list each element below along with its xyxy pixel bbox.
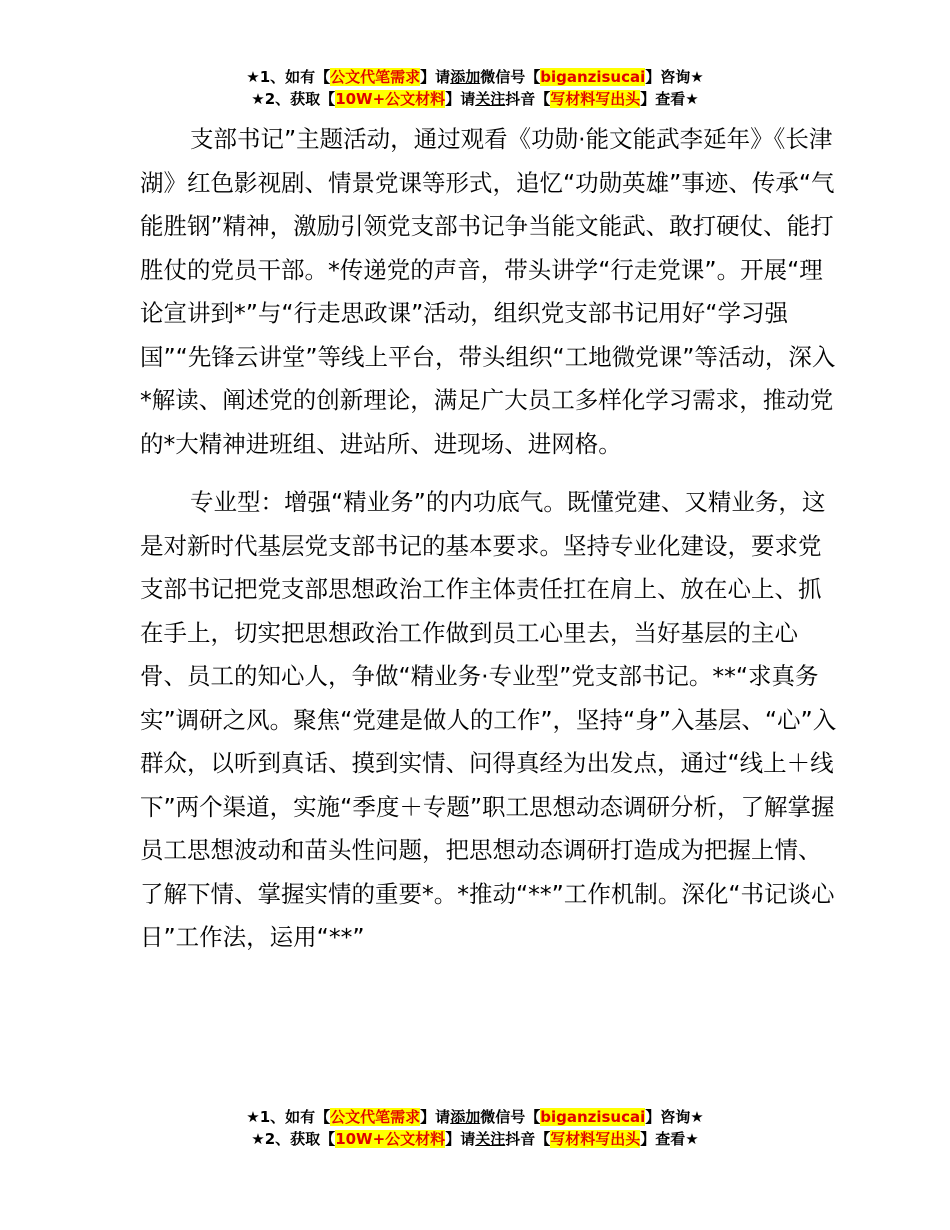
promo-line-2: ★2、获取【10W+公文材料】请关注抖音【写材料写出头】查看★ [251,90,699,108]
top-promo-banner [0,66,950,110]
highlight-douyin-id: 写材料写出头 [550,1130,641,1148]
highlight-ghostwriting: 公文代笔需求 [330,1108,421,1126]
paragraph-1: 支部书记”主题活动，通过观看《功勋·能文能武李延年》《长津湖》红色影视剧、情景党课等形式，追忆“功勋英雄”事迹、传承“气能胜钢”精神，激励引领党支部书记争当能文能武、敢打硬仗、能打胜仗的党员干部。*传递党的声音，带头讲学“行走党课”。开展“理论宣讲到*”与“行走思政课”活动，组织党支部书记用好“学习强国”“先锋云讲堂”等线上平台，带头组织“工地微党课”等活动，深入*解读、阐述党的创新理论，满足广大员工多样化学习需求，推动党的*大精神进班组、进站所、进现场、进网格。 [140,125,836,458]
highlight-materials: 10W+公文材料 [335,1130,446,1148]
highlight-douyin-id: 写材料写出头 [550,90,641,108]
highlight-materials: 10W+公文材料 [335,90,446,108]
document-body [140,118,840,960]
paragraph-2: 专业型：增强“精业务”的内功底气。既懂党建、又精业务，这是对新时代基层党支部书记的基本要求。坚持专业化建设，要求党支部书记把党支部思想政治工作主体责任扛在肩上、放在心上、抓在手上，切实把思想政治工作做到员工心里去，当好基层的主心骨、员工的知心人，争做“精业务·专业型”党支部书记。**“求真务实”调研之风。聚焦“党建是做人的工作”，坚持“身”入基层、“心”入群众，以听到真话、摸到实情、问得真经为出发点，通过“线上＋线下”两个渠道，实施“季度＋专题”职工思想动态调研分析，了解掌握员工思想波动和苗头性问题，把思想动态调研打造成为把握上情、了解下情、掌握实情的重要*。*推动“**”工作机制。深化“书记谈心日”工作法，运用“**” [140,488,837,951]
highlight-wechat-id: biganzisucai [540,68,646,86]
promo-line-1: ★1、如有【公文代笔需求】请添加微信号【biganzisucai】咨询★ [246,1108,704,1126]
highlight-ghostwriting: 公文代笔需求 [330,68,421,86]
promo-line-2: ★2、获取【10W+公文材料】请关注抖音【写材料写出头】查看★ [251,1130,699,1148]
bottom-promo-banner [0,1106,950,1150]
promo-line-1: ★1、如有【公文代笔需求】请添加微信号【biganzisucai】咨询★ [246,68,704,86]
highlight-wechat-id: biganzisucai [540,1108,646,1126]
